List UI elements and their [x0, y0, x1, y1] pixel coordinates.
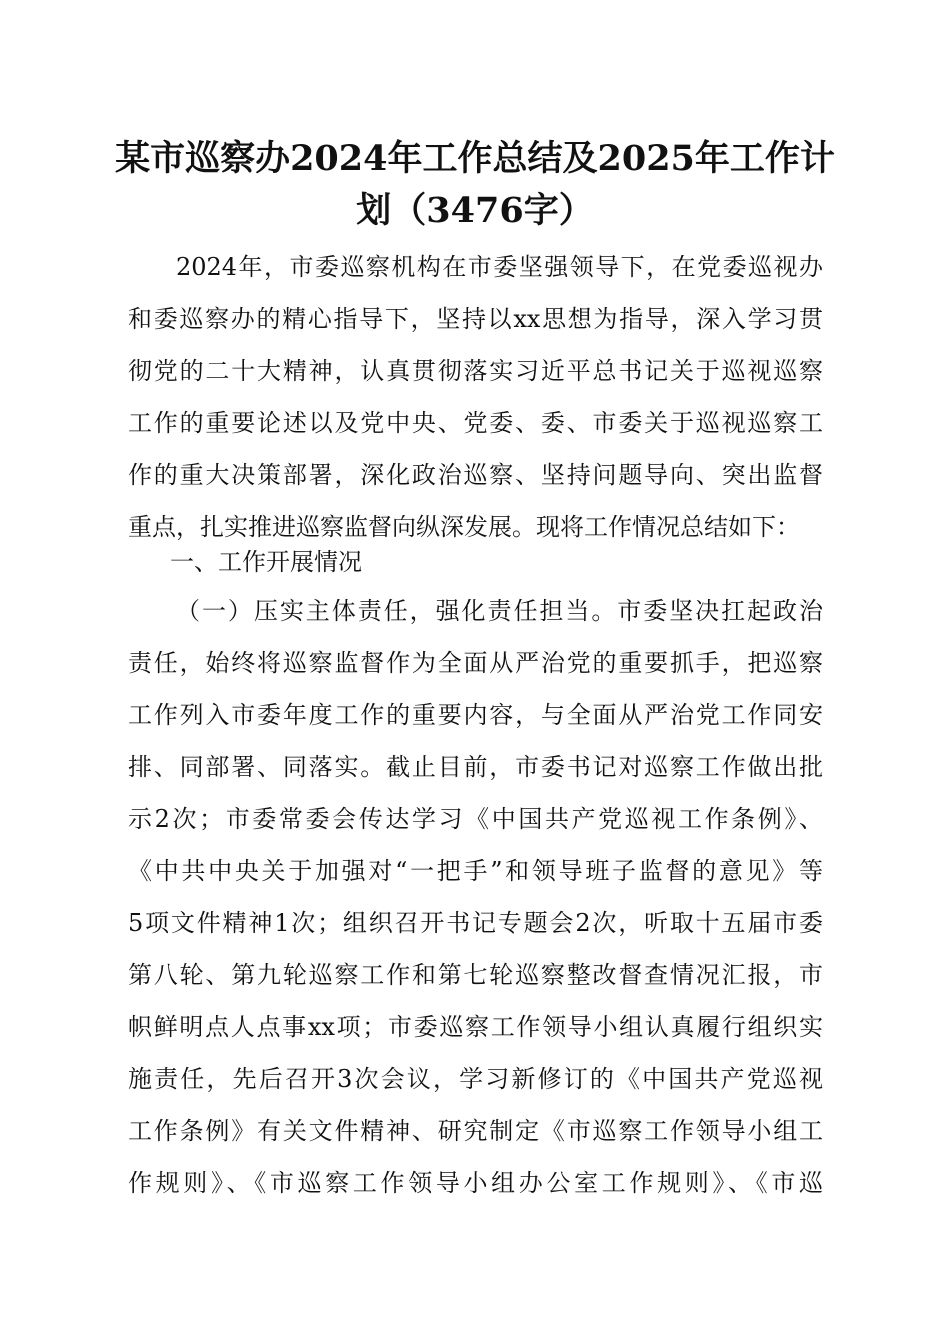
section1-paragraph-line: 排、同部署、同落实。截止目前，市委书记对巡察工作做出批 — [128, 753, 823, 781]
document-title-line-1: 某市巡察办2024年工作总结及2025年工作计 — [115, 138, 835, 179]
section1-paragraph-line: 责任，始终将巡察监督作为全面从严治党的重要抓手，把巡察 — [128, 649, 823, 677]
section1-paragraph-line: （一）压实主体责任，强化责任担当。市委坚决扛起政治 — [176, 597, 823, 625]
section1-paragraph-line: 第八轮、第九轮巡察工作和第七轮巡察整改督查情况汇报，市 — [128, 961, 823, 989]
section-heading: 一、工作开展情况 — [170, 548, 362, 576]
section1-paragraph-line: 《中共中央关于加强对“一把手”和领导班子监督的意见》等 — [128, 857, 823, 885]
document-title-line-2: 划（3476字） — [356, 190, 594, 231]
intro-paragraph-line: 彻党的二十大精神，认真贯彻落实习近平总书记关于巡视巡察 — [128, 357, 823, 385]
section1-paragraph-line: 工作列入市委年度工作的重要内容，与全面从严治党工作同安 — [128, 701, 823, 729]
section1-paragraph-line: 5项文件精神1次；组织召开书记专题会2次，听取十五届市委 — [128, 909, 823, 937]
section1-paragraph-line: 施责任，先后召开3次会议，学习新修订的《中国共产党巡视 — [128, 1065, 823, 1093]
intro-paragraph-line: 重点，扎实推进巡察监督向纵深发展。现将工作情况总结如下： — [128, 513, 800, 541]
section1-paragraph-line: 帜鲜明点人点事xx项；市委巡察工作领导小组认真履行组织实 — [128, 1013, 823, 1041]
section1-paragraph-line: 示2次；市委常委会传达学习《中国共产党巡视工作条例》、 — [128, 805, 823, 833]
intro-paragraph-line: 作的重大决策部署，深化政治巡察、坚持问题导向、突出监督 — [128, 461, 823, 489]
intro-paragraph-line: 和委巡察办的精心指导下，坚持以xx思想为指导，深入学习贯 — [128, 305, 823, 333]
section1-paragraph-line: 工作条例》有关文件精神、研究制定《市巡察工作领导小组工 — [128, 1117, 823, 1145]
intro-paragraph-line: 2024年，市委巡察机构在市委坚强领导下，在党委巡视办 — [176, 253, 823, 281]
section1-paragraph-line: 作规则》、《市巡察工作领导小组办公室工作规则》、《市巡 — [128, 1169, 823, 1197]
intro-paragraph-line: 工作的重要论述以及党中央、党委、委、市委关于巡视巡察工 — [128, 409, 823, 437]
